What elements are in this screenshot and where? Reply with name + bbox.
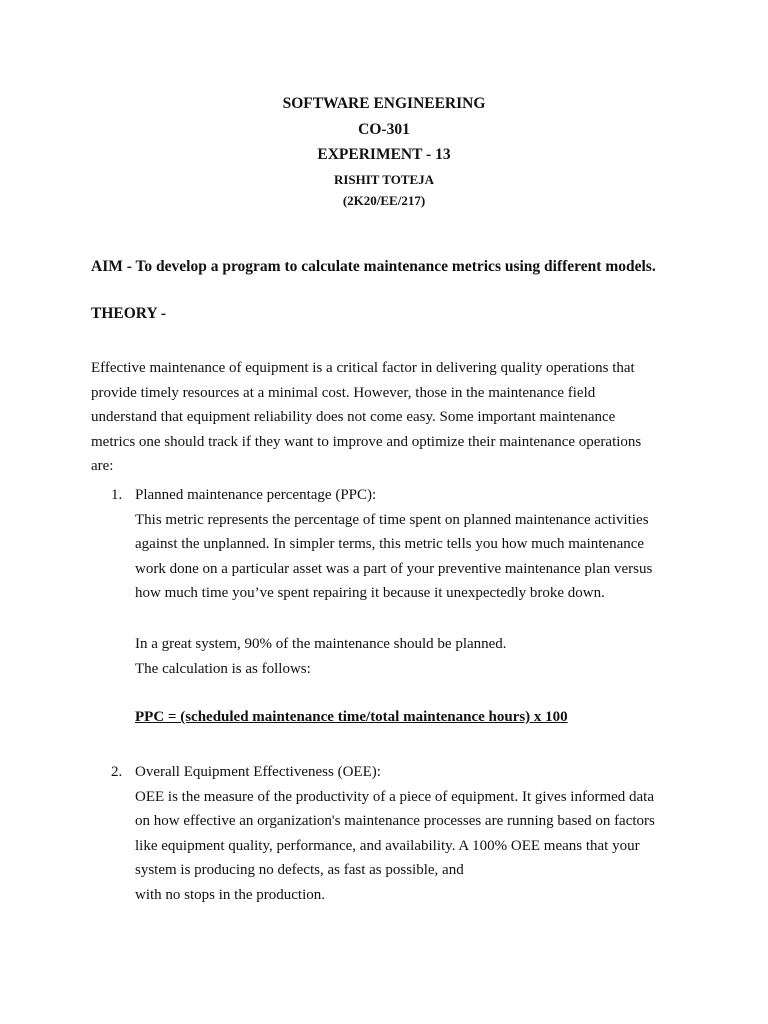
intro-line: are: (91, 458, 114, 474)
experiment-title: EXPERIMENT - 13 (317, 146, 451, 163)
author-name: RISHIT TOTEJA (333, 172, 435, 187)
intro-line: Effective maintenance of equipment is a critical factor in delivering quality operations that (91, 360, 635, 376)
item-line: like equipment quality, performance, and availability. A 100% OEE means that your (135, 837, 640, 854)
intro-paragraph (91, 356, 691, 479)
note-line: In a great system, 90% of the maintenance should be planned. (135, 636, 507, 652)
item-line: This metric represents the percentage of time spent on planned maintenance activities (135, 511, 649, 528)
list-number: 1. (111, 487, 123, 503)
list-item-body (135, 483, 695, 606)
list-number: 2. (111, 764, 123, 780)
item-line: OEE is the measure of the productivity of a piece of equipment. It gives informed data (135, 788, 655, 805)
roll-number: (2K20/EE/217) (342, 193, 426, 208)
intro-line: provide timely resources at a minimal cost. However, those in the maintenance field (91, 384, 596, 401)
ppc-note-body (135, 632, 695, 681)
item-line: against the unplanned. In simpler terms, this metric tells you how much maintenance (135, 536, 645, 552)
intro-line: metrics one should track if they want to improve and optimize their maintenance operations (91, 433, 642, 450)
list-item-body (135, 760, 695, 907)
item-title: Planned maintenance percentage (PPC): (135, 487, 377, 503)
item-line: with no stops in the production. (135, 886, 325, 903)
theory-heading: THEORY - (91, 305, 167, 322)
item-line: system is producing no defects, as fast as possible, and (135, 862, 464, 878)
ppc-formula: PPC = (scheduled maintenance time/total maintenance hours) x 100 (135, 709, 568, 725)
course-code: CO-301 (358, 121, 410, 138)
course-title: SOFTWARE ENGINEERING (282, 95, 486, 112)
item-line: how much time you’ve spent repairing it because it unexpectedly broke down. (135, 585, 605, 601)
item-line: work done on a particular asset was a part of your preventive maintenance plan versus (135, 560, 653, 577)
aim-statement: AIM - To develop a program to calculate maintenance metrics using different models. (91, 258, 656, 275)
item-title: Overall Equipment Effectiveness (OEE): (135, 764, 381, 780)
intro-line: understand that equipment reliability does not come easy. Some important maintenance (91, 409, 616, 425)
item-line: on how effective an organization's maintenance processes are running based on factors (135, 813, 655, 829)
note-line: The calculation is as follows: (135, 660, 311, 677)
